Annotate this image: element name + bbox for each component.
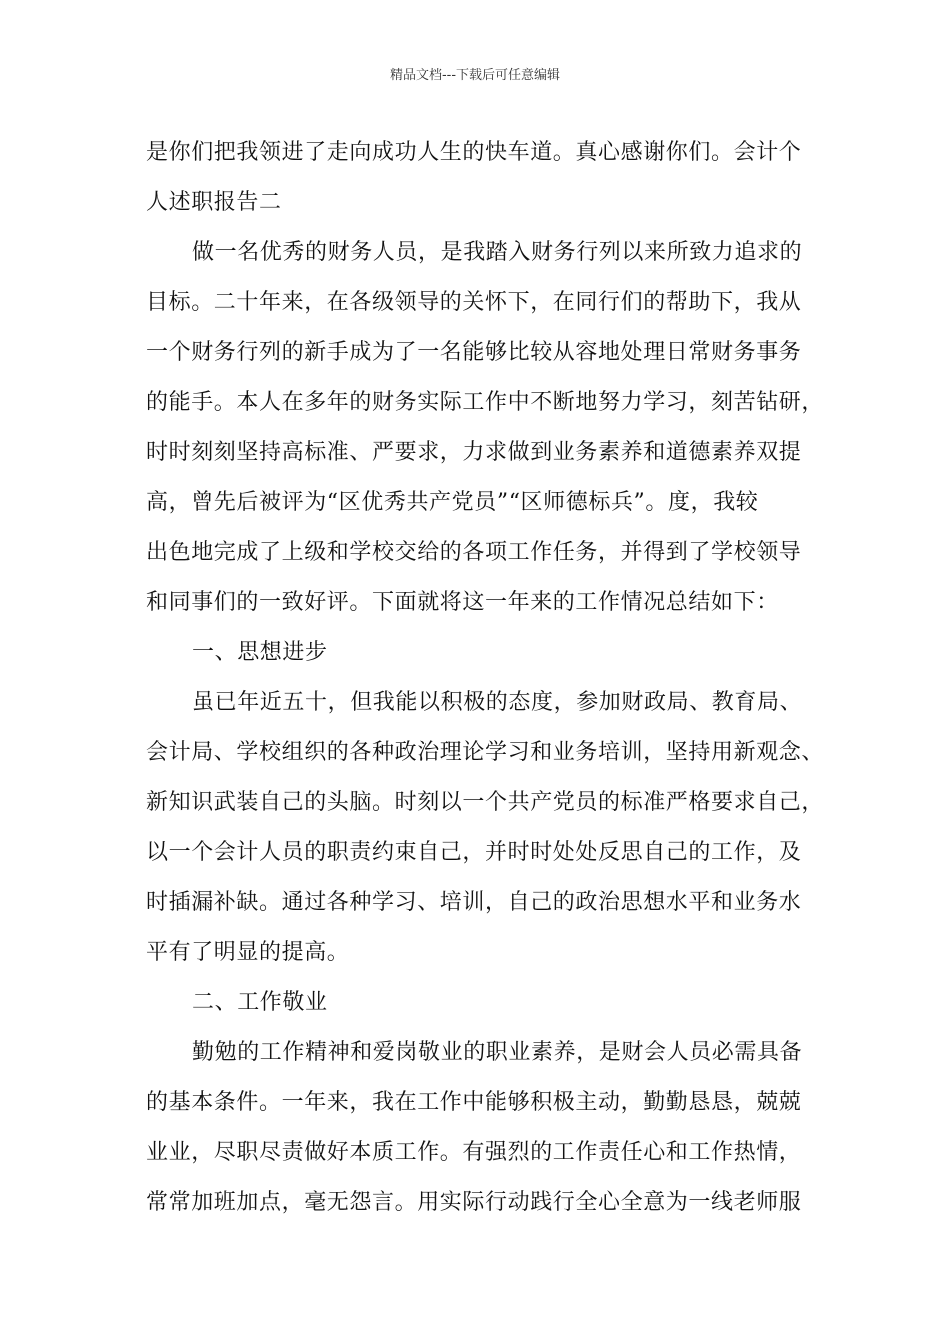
text-line: 常常加班加点，毫无怨言。用实际行动践行全心全意为一线老师服 <box>146 1190 802 1215</box>
text-line: 虽已年近五十，但我能以积极的态度，参加财政局、教育局、 <box>192 690 803 715</box>
text-line: 目标。二十年来，在各级领导的关怀下，在同行们的帮助下，我从 <box>146 290 802 315</box>
section-heading: 二、工作敬业 <box>192 990 328 1015</box>
text-line: 的能手。本人在多年的财务实际工作中不断地努力学习，刻苦钻研， <box>146 390 825 415</box>
page-header: 精品文档---下载后可任意编辑 <box>389 68 561 83</box>
text-line: 以一个会计人员的职责约束自己，并时时处处反思自己的工作，及 <box>146 840 802 865</box>
text-line: 时时刻刻坚持高标准、严要求，力求做到业务素养和道德素养双提 <box>146 440 802 465</box>
text-line: 新知识武装自己的头脑。时刻以一个共产党员的标准严格要求自己， <box>146 790 825 815</box>
text-line: 做一名优秀的财务人员，是我踏入财务行列以来所致力追求的 <box>192 240 803 265</box>
text-line: 高，曾先后被评为“区优秀共产党员”“区师德标兵”。度，我较 <box>146 490 759 515</box>
text-line: 和同事们的一致好评。下面就将这一年来的工作情况总结如下： <box>146 590 779 615</box>
text-line: 是你们把我领进了走向成功人生的快车道。真心感谢你们。会计个 <box>146 140 802 165</box>
text-line: 一个财务行列的新手成为了一名能够比较从容地处理日常财务事务 <box>146 340 802 365</box>
text-line: 勤勉的工作精神和爱岗敬业的职业素养，是财会人员必需具备 <box>192 1040 803 1065</box>
section-heading: 一、思想进步 <box>192 640 328 665</box>
text-line: 会计局、学校组织的各种政治理论学习和业务培训，坚持用新观念、 <box>146 740 825 765</box>
text-line: 的基本条件。一年来，我在工作中能够积极主动，勤勤恳恳，兢兢 <box>146 1090 802 1115</box>
text-line: 业业，尽职尽责做好本质工作。有强烈的工作责任心和工作热情， <box>146 1140 802 1165</box>
text-line: 平有了明显的提高。 <box>146 940 350 965</box>
text-line: 人述职报告二 <box>146 190 282 215</box>
text-line: 出色地完成了上级和学校交给的各项工作任务，并得到了学校领导 <box>146 540 802 565</box>
text-line: 时插漏补缺。通过各种学习、培训，自己的政治思想水平和业务水 <box>146 890 802 915</box>
document-body <box>146 128 836 1228</box>
